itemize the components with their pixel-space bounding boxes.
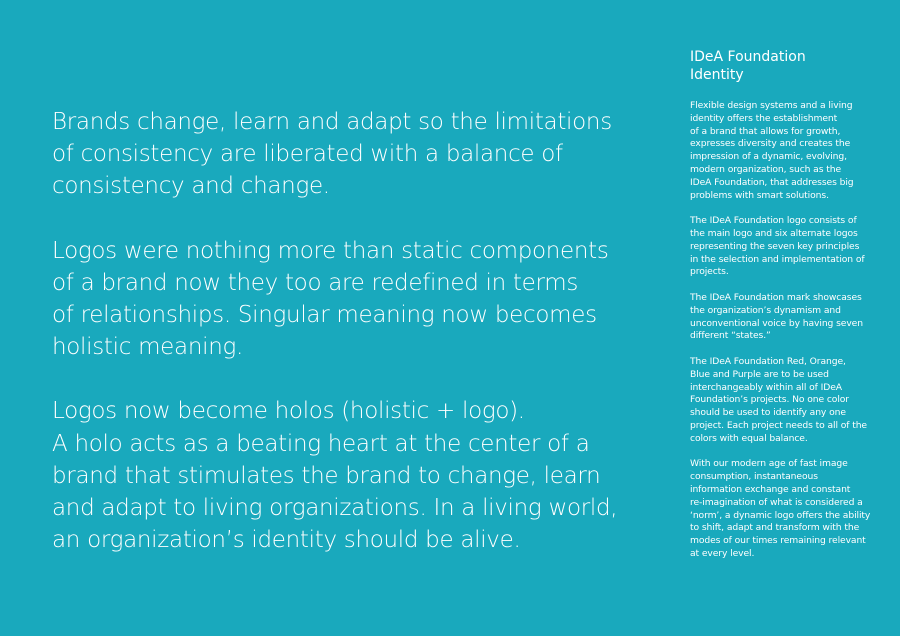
sidebar-paragraph-2: The IDeA Foundation logo consists of the main logo and six alternate logos representing the seven key principles in the selection and implementation of projects. bbox=[690, 215, 865, 278]
main-paragraph-3: Logos now become holos (holistic + logo). A holo acts as a beating heart at the center of a brand that stimulates the brand to change, learn and adapt to living organizations. In a living world, an organization’s identity should be alive. bbox=[52, 398, 618, 554]
sidebar-title: IDeA Foundation Identity bbox=[690, 49, 806, 83]
main-paragraph-1: Brands change, learn and adapt so the limitations of consistency are liberated with a balance of consistency and change. bbox=[52, 109, 612, 200]
sidebar-paragraph-3: The IDeA Foundation mark showcases the organization’s dynamism and unconventional voice by having seven different “states.” bbox=[690, 291, 863, 342]
main-text-column bbox=[52, 106, 652, 588]
sidebar-paragraph-1: Flexible design systems and a living identity offers the establishment of a brand that allows for growth, expresses diversity and creates the impression of a dynamic, evolving, modern organization, such as the IDeA Foundation, that addresses big problems with smart solutions. bbox=[690, 100, 854, 201]
sidebar-paragraph-4: The IDeA Foundation Red, Orange, Blue and Purple are to be used interchangeably within all of IDeA Foundation’s projects. No one color should be used to identify any one project. Each project needs to all of the colors with equal balance. bbox=[690, 355, 867, 444]
sidebar-column bbox=[690, 48, 890, 573]
main-paragraph-2: Logos were nothing more than static components of a brand now they too are redefined in terms of relationships. Singular meaning now becomes holistic meaning. bbox=[52, 237, 609, 361]
sidebar-paragraph-5: With our modern age of fast image consumption, instantaneous information exchange and constant re-imagination of what is considered a ‘norm’, a dynamic logo offers the ability to shift, adapt and transform with the modes of our times remaining relevant at every level. bbox=[690, 458, 871, 559]
